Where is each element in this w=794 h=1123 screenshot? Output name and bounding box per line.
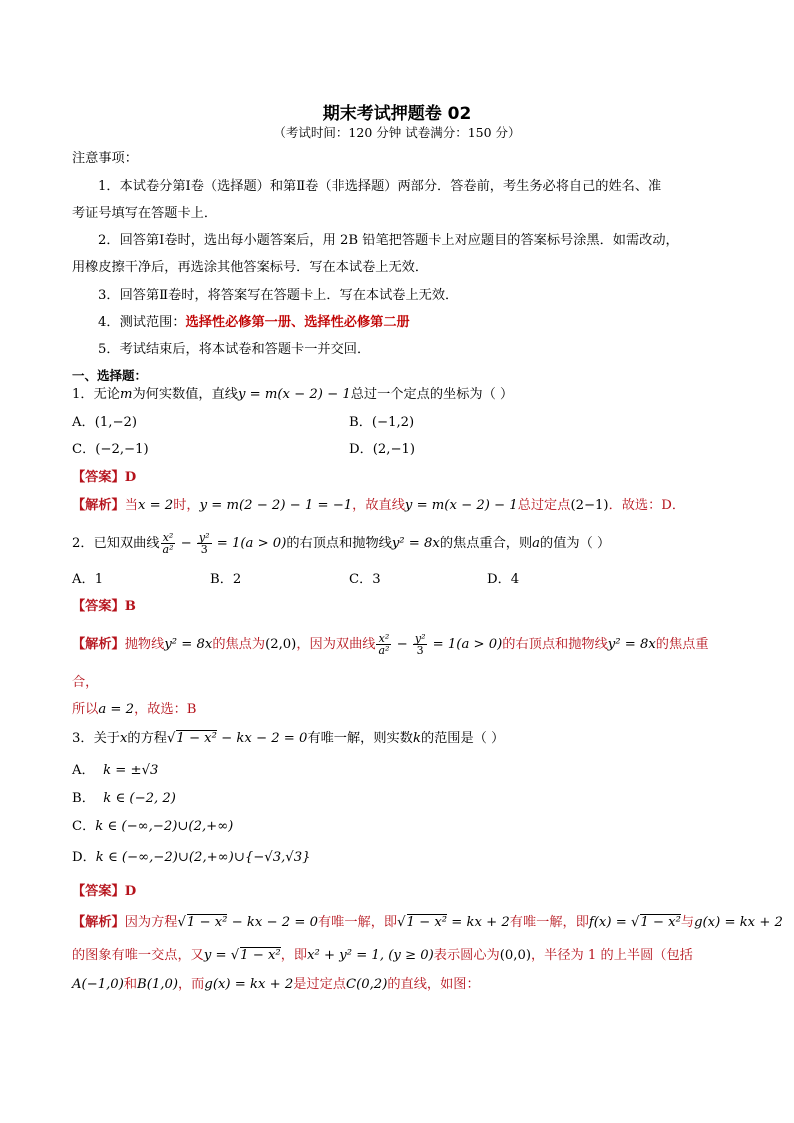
q1-stem-b: 为何实数值，直线: [132, 387, 238, 402]
note-3: 3．回答第Ⅱ卷时，将答案写在答题卡上．写在本试卷上无效．: [98, 288, 459, 303]
q2-frac-x-den: a²: [162, 543, 174, 556]
q3-exp-label: 【解析】: [72, 915, 125, 930]
q3-exp-c: 有唯一解，即: [509, 915, 589, 930]
q3-exp-sqrt-sign-3: √: [630, 915, 640, 930]
q2-stem: [72, 532, 610, 555]
note-5: 5．考试结束后，将本试卷和答题卡一并交回．: [98, 342, 371, 357]
q1-exp-eq2: y = m(x − 2) − 1: [404, 498, 518, 513]
q2-stem-d: 的值为（ ）: [540, 536, 611, 551]
q2-eq-tail: = 1(a > 0): [212, 536, 287, 551]
q3-exp-g: g(x) = kx + 2: [694, 915, 783, 930]
q2-minus: −: [176, 536, 196, 551]
q2-option-a: A．1: [72, 572, 104, 587]
q1-exp-e: ．故选：D．: [608, 498, 686, 513]
q3-exp3-point-a: A(−1,0): [72, 977, 124, 992]
q3-explanation-line-2: [72, 947, 693, 965]
q3-option-c-value: k ∈ (−∞,−2)∪(2,+∞): [95, 819, 234, 834]
q3-exp2-center: (0,0): [499, 948, 531, 963]
q3-option-a: [72, 762, 158, 780]
q3-stem-c: 有唯一解，则实数: [307, 731, 413, 746]
q3-option-d: [72, 849, 310, 867]
q3-exp3-d: 的直线，如图：: [387, 977, 480, 992]
q2-stem-b: 的右顶点和抛物线: [286, 536, 392, 551]
q3-exp-f: f(x) =: [588, 915, 631, 930]
q3-exp-a: 因为方程: [124, 915, 178, 930]
q2-exp-parabola: y² = 8x: [164, 637, 213, 652]
q3-option-d-value: k ∈ (−∞,−2)∪(2,+∞)∪{−√3,√3}: [95, 850, 311, 865]
q3-stem: [72, 730, 504, 748]
q3-stem-b: 的方程: [127, 731, 167, 746]
q2-exp-frac-x-num: x²: [376, 633, 391, 645]
q2-explanation-line-1: [72, 633, 709, 656]
q1-stem-a: 1．无论: [72, 387, 120, 402]
q3-exp2-sqrt-sign: √: [230, 948, 240, 963]
q2-explanation-line-2: 合，: [72, 675, 99, 690]
q2-parabola: y² = 8x: [391, 536, 440, 551]
q3-exp2-circle-eq: x² + y² = 1, (y ≥ 0): [307, 948, 434, 963]
q3-stem-d: 的范围是（ ）: [420, 731, 505, 746]
q1-exp-eq1: y = m(2 − 2) − 1 = −1: [199, 498, 353, 513]
q2-exp-choice: ，故选：B: [134, 702, 197, 717]
q2-exp-frac-x-den: a²: [378, 644, 390, 657]
q1-stem-c: 总过一个定点的坐标为（ ）: [350, 387, 514, 402]
q3-option-b: [72, 790, 176, 808]
q3-option-b-value: k ∈ (−2, 2): [103, 791, 176, 806]
test-scope: 选择性必修第一册、选择性必修第二册: [185, 315, 410, 330]
q1-exp-point: (2−1): [570, 498, 609, 513]
q1-var-m: m: [119, 387, 133, 402]
q3-option-d-label: D．: [72, 850, 96, 865]
q2-frac-y: [197, 532, 212, 555]
section-heading: 一、选择题：: [72, 368, 148, 383]
q2-frac-x: [161, 532, 176, 555]
q3-exp2-y: y =: [203, 948, 231, 963]
q3-exp-radicand-3: 1 − x²: [640, 915, 681, 930]
q3-explanation-line-3: [72, 976, 480, 994]
q3-exp2-radicand: 1 − x²: [240, 948, 281, 963]
q2-stem-a: 2．已知双曲线: [72, 536, 160, 551]
q1-explanation: [72, 497, 685, 515]
q3-eq-tail: − kx − 2 = 0: [216, 731, 308, 746]
q2-option-c: C．3: [349, 572, 381, 587]
q2-exp-a-value: a = 2: [98, 702, 135, 717]
q3-exp-eq2-tail: = kx + 2: [447, 915, 510, 930]
q1-exp-label: 【解析】: [72, 498, 125, 513]
q2-exp-e: 的焦点重: [655, 637, 709, 652]
q2-option-b: B．2: [210, 572, 242, 587]
q3-exp-eq1-tail: − kx − 2 = 0: [227, 915, 318, 930]
q3-option-b-label: B．: [72, 791, 95, 806]
q1-option-c: C．(−2,−1): [72, 442, 149, 457]
q3-option-a-value: k = ±√3: [103, 763, 159, 778]
q1-answer: 【答案】D: [72, 470, 137, 485]
q3-exp2-c: 表示圆心为: [433, 948, 500, 963]
q1-exp-c: ，故直线: [352, 498, 405, 513]
q2-exp-frac-y: [413, 633, 428, 656]
q3-exp-b: 有唯一解，即: [317, 915, 398, 930]
q2-exp-minus: −: [392, 637, 412, 652]
q3-exp3-g: g(x) = kx + 2: [204, 977, 294, 992]
q2-exp-point: (2,0): [265, 637, 297, 652]
exam-title: 期末考试押题卷 02: [322, 104, 472, 124]
q3-exp3-point-b: B(1,0): [137, 977, 178, 992]
q2-exp-d: 的右顶点和抛物线: [502, 637, 608, 652]
q1-exp-a: 当: [124, 498, 138, 513]
q2-exp-eq-tail: = 1(a > 0): [428, 637, 503, 652]
q2-stem-c: 的焦点重合，则: [439, 536, 533, 551]
note-4: [98, 314, 410, 332]
q2-frac-y-den: 3: [200, 543, 208, 556]
q2-exp-frac-y-num: y²: [414, 632, 426, 645]
q3-exp3-point-c: C(0,2): [345, 977, 388, 992]
note-1-line-1: 1．本试卷分第Ⅰ卷（选择题）和第Ⅱ卷（非选择题）两部分．答卷前，考生务必将自己的姓名、准: [98, 179, 662, 194]
q3-option-c: [72, 818, 233, 836]
q2-answer: 【答案】B: [72, 599, 136, 614]
q3-sqrt-sign: √: [166, 731, 176, 746]
q3-exp2-a: 的图象有唯一交点，又: [72, 948, 204, 963]
q3-option-a-label: A．: [72, 763, 95, 778]
q2-exp-label: 【解析】: [72, 637, 125, 652]
q3-exp-sqrt-sign-2: √: [397, 915, 406, 930]
q3-exp-radicand: 1 − x²: [186, 915, 228, 930]
q3-exp2-b: ，即: [280, 948, 308, 963]
q3-exp-radicand-2: 1 − x²: [406, 915, 448, 930]
q3-stem-a: 3．关于: [72, 731, 120, 746]
q3-exp-d: 与: [680, 915, 695, 930]
q1-exp-d: 总过定点: [517, 498, 571, 513]
q2-exp-a: 抛物线: [124, 637, 165, 652]
q2-option-d: D．4: [487, 572, 520, 587]
q3-exp3-c: 是过定点: [293, 977, 346, 992]
q1-line-equation: y = m(x − 2) − 1: [237, 387, 351, 402]
q3-radicand: 1 − x²: [176, 731, 217, 746]
q1-exp-x: x = 2: [137, 498, 174, 513]
q3-explanation-line-1: [72, 914, 783, 932]
q3-option-c-label: C．: [72, 819, 96, 834]
q2-exp-b: 的焦点为: [212, 637, 266, 652]
q3-answer: 【答案】D: [72, 884, 137, 899]
note-4-label: 4．测试范围：: [98, 315, 186, 330]
q2-exp-parabola-2: y² = 8x: [607, 637, 656, 652]
note-1-line-2: 考证号填写在答题卡上．: [72, 206, 218, 221]
q2-exp-frac-y-den: 3: [416, 644, 424, 657]
q3-var-x: x: [119, 731, 128, 746]
q2-exp-frac-x: [376, 633, 391, 656]
q1-option-b: B．(−1,2): [349, 415, 415, 430]
q2-exp-c: ，因为双曲线: [296, 637, 376, 652]
q2-exp-so: 所以: [72, 702, 99, 717]
q2-var-a: a: [532, 536, 541, 551]
q2-frac-x-num: x²: [161, 532, 176, 544]
q3-exp-sqrt-sign: √: [177, 915, 186, 930]
q1-option-a: A．(1,−2): [72, 415, 138, 430]
q3-var-k: k: [412, 731, 421, 746]
q2-frac-y-num: y²: [198, 531, 210, 544]
q1-exp-b: 时，: [173, 498, 200, 513]
q3-exp3-and: 和: [123, 977, 138, 992]
q2-explanation-line-3: [72, 701, 197, 719]
notes-heading: 注意事项：: [72, 151, 138, 166]
q3-exp2-d: ，半径为 1 的上半圆（包括: [530, 948, 693, 963]
q1-option-d: D．(2,−1): [349, 442, 416, 457]
exam-subtitle: （考试时间：120 分钟 试卷满分：150 分）: [273, 125, 521, 140]
q1-stem: [72, 386, 513, 404]
q3-exp3-b: ，而: [178, 977, 205, 992]
note-2-line-2: 用橡皮擦干净后，再选涂其他答案标号．写在本试卷上无效．: [72, 260, 429, 275]
note-2-line-1: 2．回答第Ⅰ卷时，选出每小题答案后，用 2B 铅笔把答题卡上对应题目的答案标号涂黑．如需改动，: [98, 233, 679, 248]
